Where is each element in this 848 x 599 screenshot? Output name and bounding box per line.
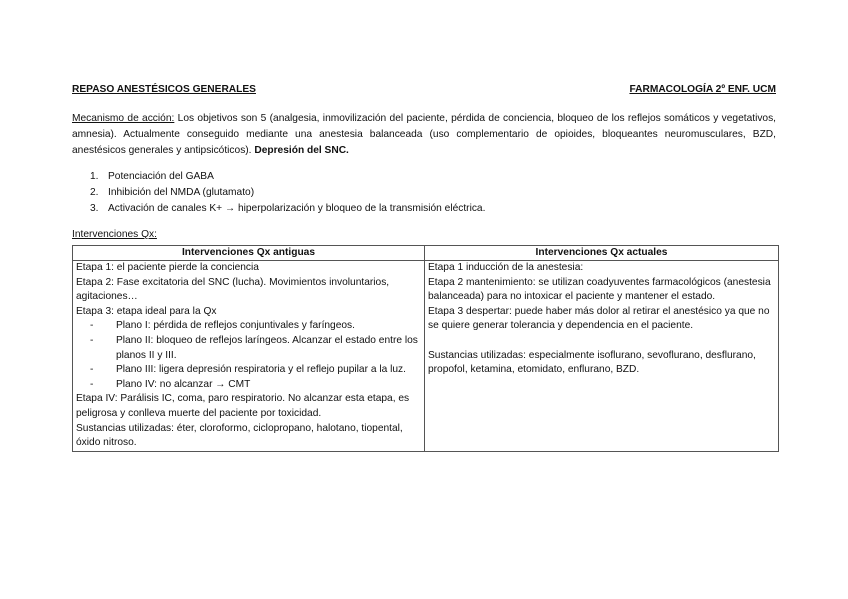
list-item: [72, 169, 776, 185]
old-etapa-4: Etapa IV: Parálisis IC, coma, paro respiratorio. No alcanzar esta etapa, es peligrosa y conlleva muerte del paciente por toxicidad.: [76, 393, 410, 419]
list-item: [72, 201, 776, 217]
current-interventions-cell: [425, 261, 779, 452]
plane-text: Plano III: ligera depresión respiratoria y el reflejo pupilar a la luz.: [116, 364, 406, 376]
old-etapa-1: Etapa 1: el paciente pierde la conciencia: [76, 262, 259, 273]
mechanism-label: Mecanismo de acción:: [72, 113, 175, 124]
old-interventions-cell: [73, 261, 425, 452]
plane-dash: -: [90, 334, 94, 346]
mechanism-bold-tail: Depresión del SNC.: [254, 145, 349, 156]
plane-text: Plano I: pérdida de reflejos conjuntivales y faríngeos.: [116, 320, 355, 332]
document-header: [72, 84, 776, 95]
current-substances: Sustancias utilizadas: especialmente isoflurano, sevoflurano, desflurano, propofol, ketamina, etomidato, enflurano, BZD.: [428, 349, 756, 376]
old-substances: Sustancias utilizadas: éter, cloroformo, ciclopropano, halotano, tiopental, óxido nitroso.: [76, 422, 403, 449]
plane-item: [76, 378, 421, 393]
plane-dash: -: [90, 378, 94, 390]
header-title: REPASO ANESTÉSICOS GENERALES: [72, 84, 256, 95]
document-page: [72, 84, 776, 452]
header-current: Intervenciones Qx actuales: [425, 246, 779, 261]
old-etapa-3: Etapa 3: etapa ideal para la Qx: [76, 305, 217, 317]
mechanism-paragraph: [72, 111, 776, 159]
plane-dash: -: [90, 364, 94, 376]
header-old: Intervenciones Qx antiguas: [73, 246, 425, 261]
mechanism-text: Los objetivos son 5 (analgesia, inmovilización del paciente, pérdida de conciencia, bloqueo de los reflejos somáticos y vegetativos, amnesia). Actualmente conseguido mediante una anestesia balanceada (uso complementario de opioides, bloqueantes neuromusculares, BZD, anestésicos generales y antipsicóticos).: [72, 113, 777, 156]
mechanism-list: [72, 169, 776, 217]
table-header-row: [73, 246, 779, 261]
list-text: Potenciación del GABA: [108, 171, 214, 182]
plane-item: [76, 334, 421, 363]
current-etapa-1: Etapa 1 inducción de la anestesia:: [428, 262, 584, 273]
interventions-table: [72, 245, 779, 452]
current-etapa-3: Etapa 3 despertar: puede haber más dolor al retirar el anestésico ya que no se quiere generar tolerancia y dependencia en el paciente.: [428, 305, 770, 332]
current-etapa-2: Etapa 2 mantenimiento: se utilizan coadyuventes farmacológicos (anestesia balanceada) para no intoxicar el paciente y mantener el estado.: [428, 276, 771, 303]
list-number: 2.: [90, 187, 99, 198]
plane-text: Plano IV: no alcanzar → CMT: [116, 378, 251, 390]
table-row: [73, 261, 779, 452]
list-text: Activación de canales K+ → hiperpolarización y bloqueo de la transmisión eléctrica.: [108, 203, 486, 214]
header-course: FARMACOLOGÍA 2º ENF. UCM: [629, 84, 776, 95]
list-item: [72, 185, 776, 201]
list-number: 3.: [90, 203, 99, 214]
interventions-title: Intervenciones Qx:: [72, 229, 157, 240]
plane-dash: -: [90, 320, 94, 332]
old-etapa-2: Etapa 2: Fase excitatoria del SNC (lucha). Movimientos involuntarios, agitaciones…: [76, 276, 390, 303]
plane-text: Plano II: bloqueo de reflejos laríngeos. Alcanzar el estado entre los planos II y III.: [116, 334, 418, 361]
plane-item: [76, 363, 421, 378]
list-number: 1.: [90, 171, 99, 182]
list-text: Inhibición del NMDA (glutamato): [108, 187, 255, 198]
spacer: [428, 334, 775, 349]
plane-item: [76, 319, 421, 334]
